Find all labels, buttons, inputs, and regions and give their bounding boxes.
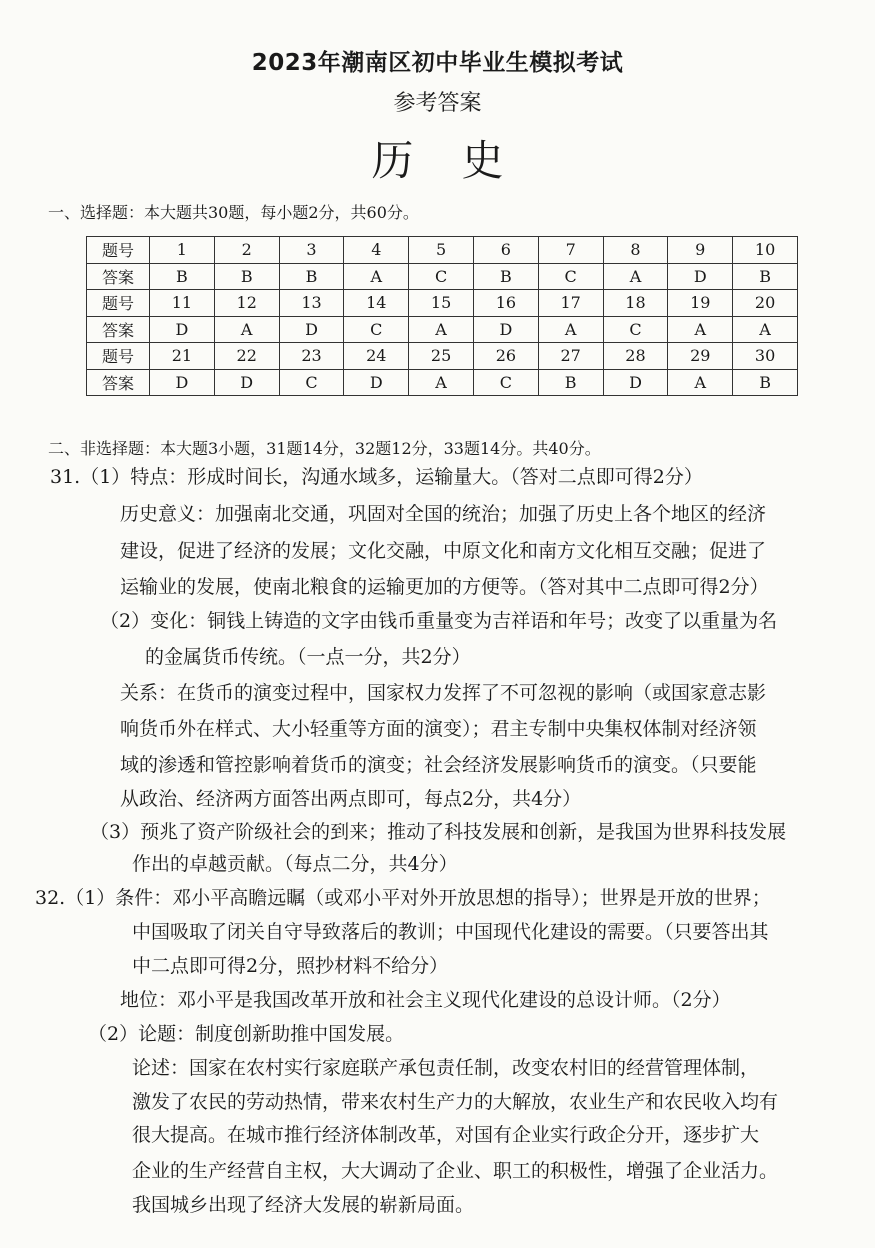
question-number-cell: 15 xyxy=(409,290,474,317)
question-number-label: 题号 xyxy=(87,237,150,264)
answer-cell: A xyxy=(214,316,279,343)
question-number-cell: 11 xyxy=(150,290,215,317)
answer-label: 答案 xyxy=(87,316,150,343)
answer-key-subtitle: 参考答案 xyxy=(393,91,482,116)
question-number-cell: 30 xyxy=(733,343,798,370)
question-number-cell: 25 xyxy=(409,343,474,370)
answer-cell: B xyxy=(214,263,279,290)
answer-cell: D xyxy=(279,316,344,343)
question-number-cell: 19 xyxy=(668,290,733,317)
answer-cell: D xyxy=(150,316,215,343)
answer-cell: D xyxy=(344,369,409,396)
question-number-cell: 12 xyxy=(214,290,279,317)
answer-cell: A xyxy=(409,316,474,343)
answer-row xyxy=(87,316,798,343)
answer-cell: A xyxy=(733,316,798,343)
question-number-cell: 17 xyxy=(538,290,603,317)
question-number-cell: 21 xyxy=(150,343,215,370)
answer-line: （2）论题：制度创新助推中国发展。 xyxy=(88,1023,405,1045)
question-number-cell: 20 xyxy=(733,290,798,317)
answer-line: 运输业的发展，使南北粮食的运输更加的方便等。（答对其中二点即可得2分） xyxy=(120,576,769,598)
question-number-cell: 22 xyxy=(214,343,279,370)
subject-heading: 历史 xyxy=(371,136,552,185)
question-number-cell: 23 xyxy=(279,343,344,370)
answer-cell: C xyxy=(409,263,474,290)
answer-line: 关系：在货币的演变过程中，国家权力发挥了不可忽视的影响（或国家意志影 xyxy=(120,682,767,704)
answer-line: 论述：国家在农村实行家庭联产承包责任制，改变农村旧的经营管理体制， xyxy=(132,1057,760,1079)
answer-cell: C xyxy=(538,263,603,290)
answer-cell: B xyxy=(150,263,215,290)
question-number-row xyxy=(87,343,798,370)
answer-line: （2）变化：铜钱上铸造的文字由钱币重量变为吉祥语和年号；改变了以重量为名 xyxy=(100,610,778,632)
answer-cell: C xyxy=(473,369,538,396)
answer-cell: D xyxy=(214,369,279,396)
question-number-cell: 24 xyxy=(344,343,409,370)
answer-line: 从政治、经济两方面答出两点即可，每点2分，共4分） xyxy=(120,788,582,810)
answer-row xyxy=(87,369,798,396)
question-number-cell: 7 xyxy=(538,237,603,264)
question-number-cell: 28 xyxy=(603,343,668,370)
question-number-cell: 8 xyxy=(603,237,668,264)
answer-line: 作出的卓越贡献。（每点二分，共4分） xyxy=(132,853,458,875)
answer-line: 中二点即可得2分，照抄材料不给分） xyxy=(132,955,449,977)
question-number-cell: 27 xyxy=(538,343,603,370)
answer-cell: B xyxy=(538,369,603,396)
question-number-cell: 2 xyxy=(214,237,279,264)
answer-label: 答案 xyxy=(87,369,150,396)
question-number-cell: 10 xyxy=(733,237,798,264)
answer-line: 企业的生产经营自主权，大大调动了企业、职工的积极性，增强了企业活力。 xyxy=(132,1160,779,1182)
answer-cell: C xyxy=(279,369,344,396)
answer-line: 建设，促进了经济的发展；文化交融，中原文化和南方文化相互交融；促进了 xyxy=(120,540,767,562)
answer-line: 历史意义：加强南北交通，巩固对全国的统治；加强了历史上各个地区的经济 xyxy=(120,503,767,525)
answer-cell: D xyxy=(603,369,668,396)
answer-cell: B xyxy=(279,263,344,290)
answer-cell: C xyxy=(603,316,668,343)
question-number-cell: 29 xyxy=(668,343,733,370)
question-number-cell: 3 xyxy=(279,237,344,264)
answer-line: 31.（1）特点：形成时间长，沟通水域多，运输量大。（答对二点即可得2分） xyxy=(50,466,703,488)
answer-line: 很大提高。在城市推行经济体制改革，对国有企业实行政企分开，逐步扩大 xyxy=(132,1124,760,1146)
answer-line: 域的渗透和管控影响着货币的演变；社会经济发展影响货币的演变。（只要能 xyxy=(120,754,757,776)
answer-cell: B xyxy=(733,369,798,396)
answer-cell: B xyxy=(473,263,538,290)
question-number-cell: 4 xyxy=(344,237,409,264)
question-number-label: 题号 xyxy=(87,343,150,370)
answer-line: 激发了农民的劳动热情，带来农村生产力的大解放，农业生产和农民收入均有 xyxy=(132,1091,779,1113)
answer-row xyxy=(87,263,798,290)
answer-cell: C xyxy=(344,316,409,343)
question-number-cell: 18 xyxy=(603,290,668,317)
question-number-cell: 13 xyxy=(279,290,344,317)
section1-heading: 一、选择题：本大题共30题，每小题2分，共60分。 xyxy=(48,203,419,222)
question-number-cell: 6 xyxy=(473,237,538,264)
question-number-cell: 1 xyxy=(150,237,215,264)
question-number-cell: 26 xyxy=(473,343,538,370)
answer-line: （3）预兆了资产阶级社会的到来；推动了科技发展和创新，是我国为世界科技发展 xyxy=(90,821,787,843)
answer-cell: D xyxy=(473,316,538,343)
question-number-row xyxy=(87,290,798,317)
answer-table xyxy=(86,236,798,396)
answer-line: 中国吸取了闭关自守导致落后的教训；中国现代化建设的需要。（只要答出其 xyxy=(132,921,769,943)
exam-title: 2023年潮南区初中毕业生模拟考试 xyxy=(251,50,624,76)
answer-cell: D xyxy=(668,263,733,290)
answer-cell: A xyxy=(668,316,733,343)
answer-cell: A xyxy=(603,263,668,290)
question-number-cell: 14 xyxy=(344,290,409,317)
answer-cell: A xyxy=(409,369,474,396)
answer-label: 答案 xyxy=(87,263,150,290)
question-number-cell: 9 xyxy=(668,237,733,264)
answer-line: 地位：邓小平是我国改革开放和社会主义现代化建设的总设计师。（2分） xyxy=(120,989,731,1011)
answer-line: 我国城乡出现了经济大发展的崭新局面。 xyxy=(132,1194,475,1216)
answer-cell: D xyxy=(150,369,215,396)
question-number-cell: 5 xyxy=(409,237,474,264)
answer-line: 的金属货币传统。（一点一分，共2分） xyxy=(145,646,471,668)
answer-cell: B xyxy=(733,263,798,290)
question-number-label: 题号 xyxy=(87,290,150,317)
answer-line: 32.（1）条件：邓小平高瞻远瞩（或邓小平对外开放思想的指导）；世界是开放的世界； xyxy=(35,887,771,909)
answer-cell: A xyxy=(344,263,409,290)
answer-cell: A xyxy=(668,369,733,396)
question-number-row xyxy=(87,237,798,264)
answer-line: 响货币外在样式、大小轻重等方面的演变）；君主专制中央集权体制对经济领 xyxy=(120,718,757,740)
answer-cell: A xyxy=(538,316,603,343)
section2-heading: 二、非选择题：本大题3小题，31题14分，32题12分，33题14分。共40分。 xyxy=(48,439,601,458)
question-number-cell: 16 xyxy=(473,290,538,317)
